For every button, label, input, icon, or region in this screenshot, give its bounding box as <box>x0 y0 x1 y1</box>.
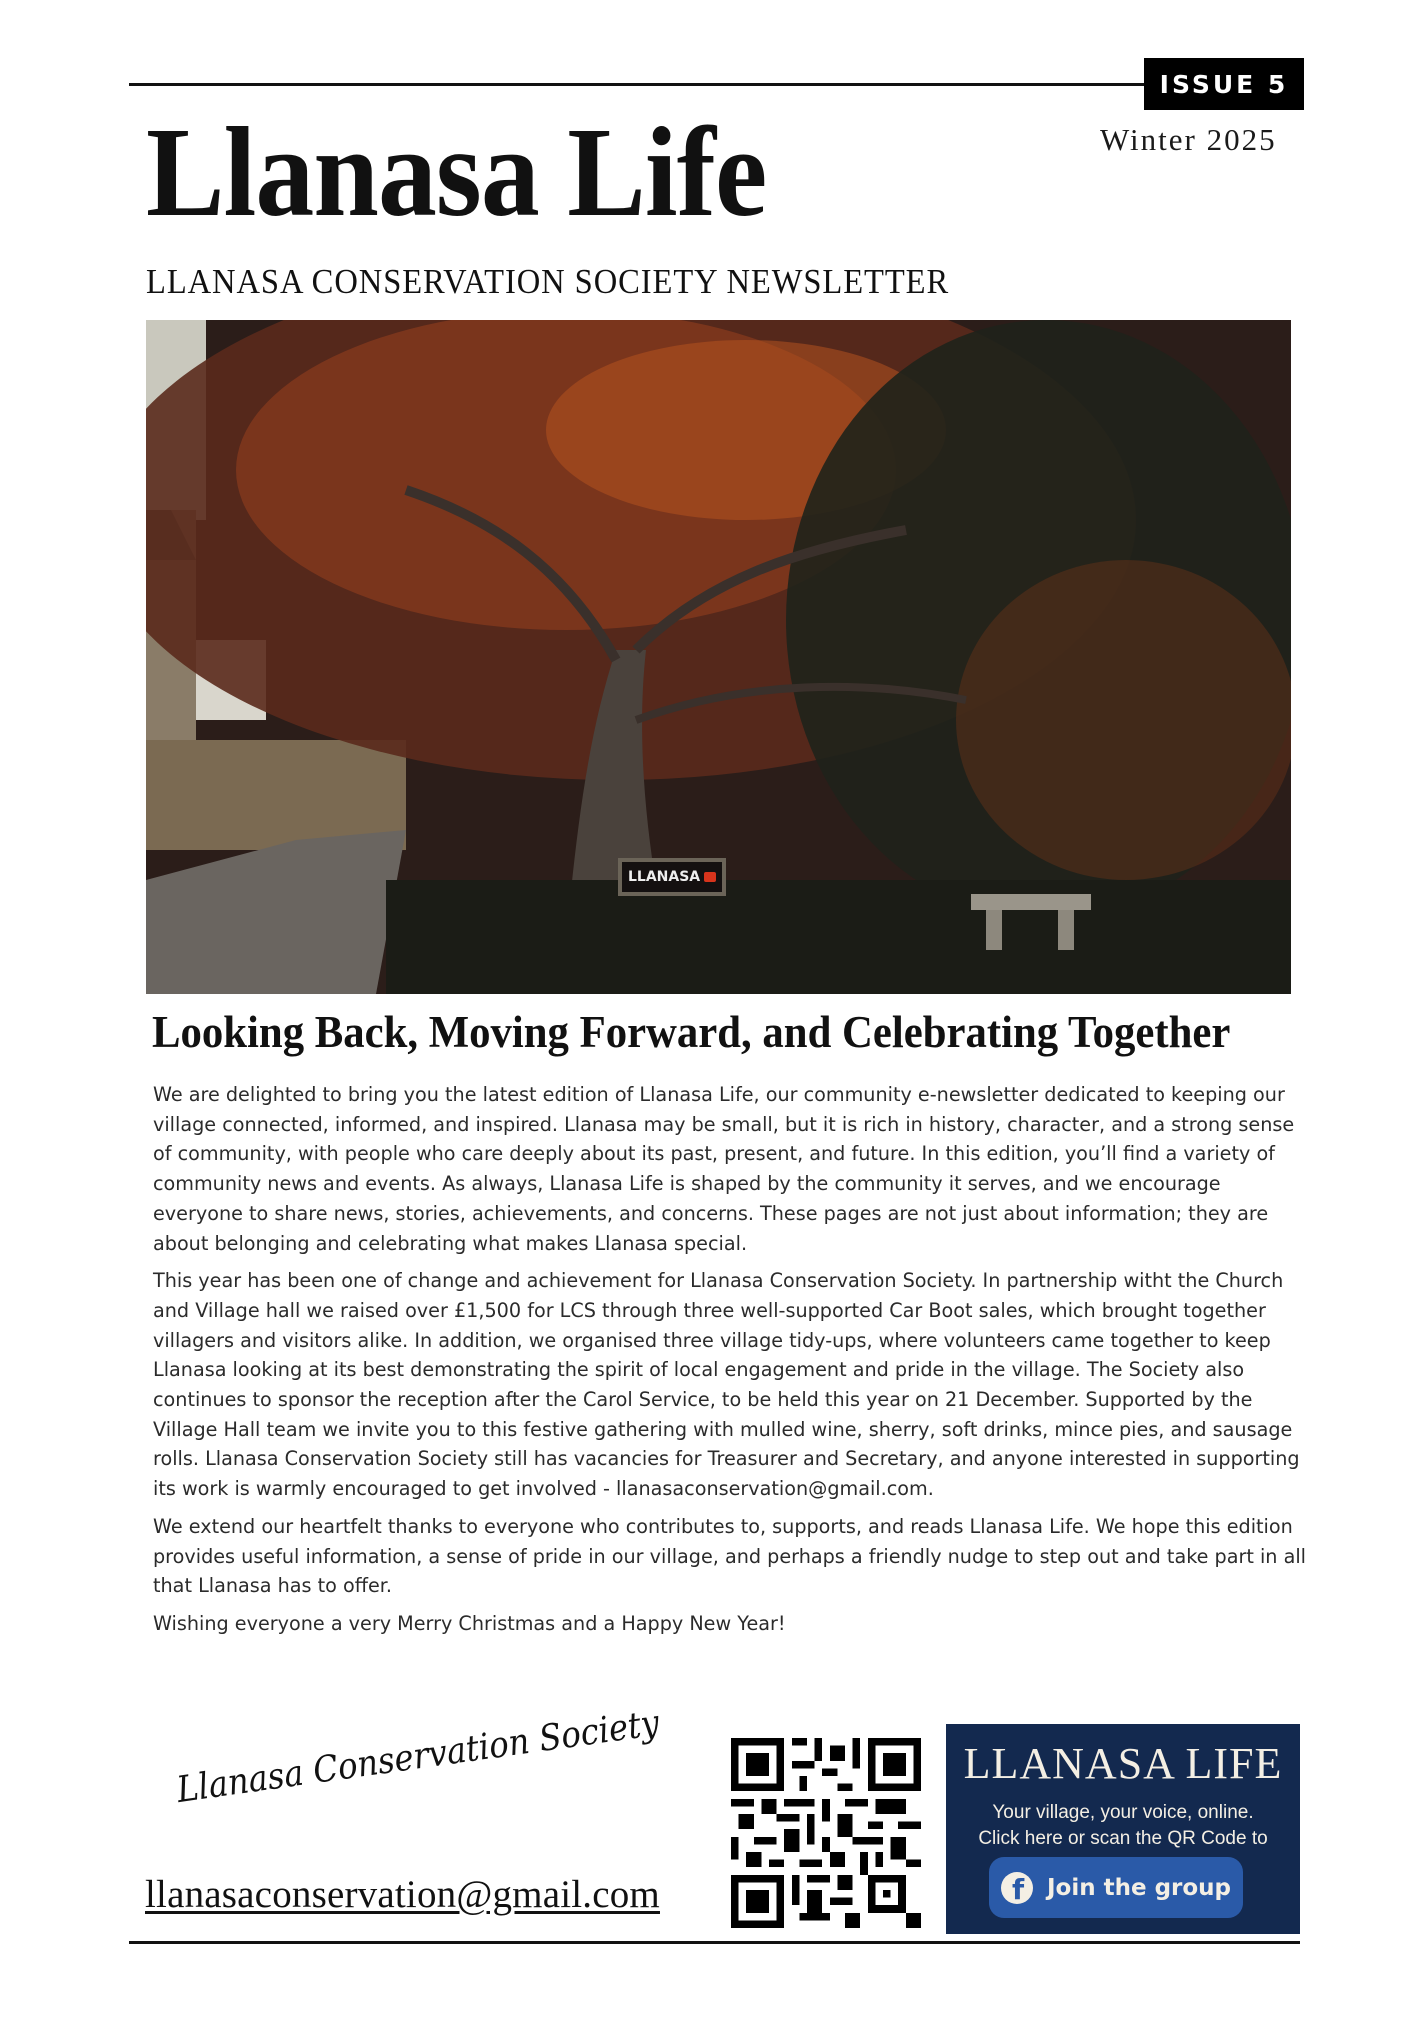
join-group-button[interactable] <box>989 1857 1243 1918</box>
facebook-banner-tagline: Your village, your voice, online. <box>992 1802 1254 1823</box>
issue-badge: ISSUE 5 <box>1144 58 1304 110</box>
contact-email-link[interactable]: llanasaconservation@gmail.com <box>145 1873 660 1916</box>
village-sign <box>618 858 726 896</box>
facebook-icon: f <box>1001 1872 1033 1904</box>
village-sign-text: LLANASA <box>628 869 701 885</box>
issue-season: Winter 2025 <box>1100 122 1277 157</box>
article-paragraph-intro: We are delighted to bring you the latest edition of Llanasa Life, our community e-newsletter dedicated to keeping our village connected, informed, and inspired. Llanasa may be small, but it is rich in history, character, and a strong sense of community, with people who care deeply about its past, present, and future. In this edition, you’ll find a variety of community news and events. As always, Llanasa Life is shaped by the community it serves, and we encourage everyone to share news, stories, achievements, and concerns. These pages are not just about information; they are about belonging and celebrating what makes Llanasa special. <box>153 1083 1295 1255</box>
qr-code-graphic <box>731 1738 921 1928</box>
article-body <box>153 1080 1313 1647</box>
qr-code-icon[interactable] <box>731 1738 921 1928</box>
welsh-dragon-icon <box>704 872 716 882</box>
article-paragraph-achievements: This year has been one of change and achievement for Llanasa Conservation Society. In partnership witht the Church and Village hall we raised over £1,500 for LCS through three well-supported Car Boot sales, which brought together villagers and visitors alike. In addition, we organised three village tidy-ups, where volunteers came together to keep Llanasa looking at its best demonstrating the spirit of local engagement and pride in the village. The Society also continues to sponsor the reception after the Carol Service, to be held this year on 21 December. Supported by the Village Hall team we invite you to this festive gathering with mulled wine, sherry, soft drinks, mince pies, and sausage rolls. Llanasa Conservation Society still has vacancies for Treasurer and Secretary, and anyone interested in supporting its work is warmly encouraged to get involved - llanasaconservation@gmail.com. <box>153 1269 1300 1501</box>
top-divider <box>129 83 1149 86</box>
join-group-label: Join the group <box>1046 1874 1232 1901</box>
facebook-group-banner[interactable] <box>946 1724 1300 1934</box>
society-signature: Llanasa Conservation Society <box>174 1702 662 1811</box>
article-headline: Looking Back, Moving Forward, and Celebrating Together <box>152 1007 1231 1057</box>
article-paragraph-thanks: We extend our heartfelt thanks to everyone who contributes to, supports, and reads Llanasa Life. We hope this edition provides useful information, a sense of pride in our village, and perhaps a friendly nudge to step out and take part in all that Llanasa has to offer. <box>153 1514 1306 1598</box>
masthead-subtitle: LLANASA CONSERVATION SOCIETY NEWSLETTER <box>146 262 950 301</box>
facebook-banner-title: LLANASA LIFE <box>963 1739 1283 1788</box>
hero-photo <box>146 320 1291 994</box>
masthead-title: Llanasa Life <box>146 101 767 243</box>
article-paragraph-greeting: Wishing everyone a very Merry Christmas and a Happy New Year! <box>153 1611 786 1635</box>
bottom-divider <box>129 1941 1300 1944</box>
facebook-banner-instruction: Click here or scan the QR Code to <box>978 1828 1268 1849</box>
